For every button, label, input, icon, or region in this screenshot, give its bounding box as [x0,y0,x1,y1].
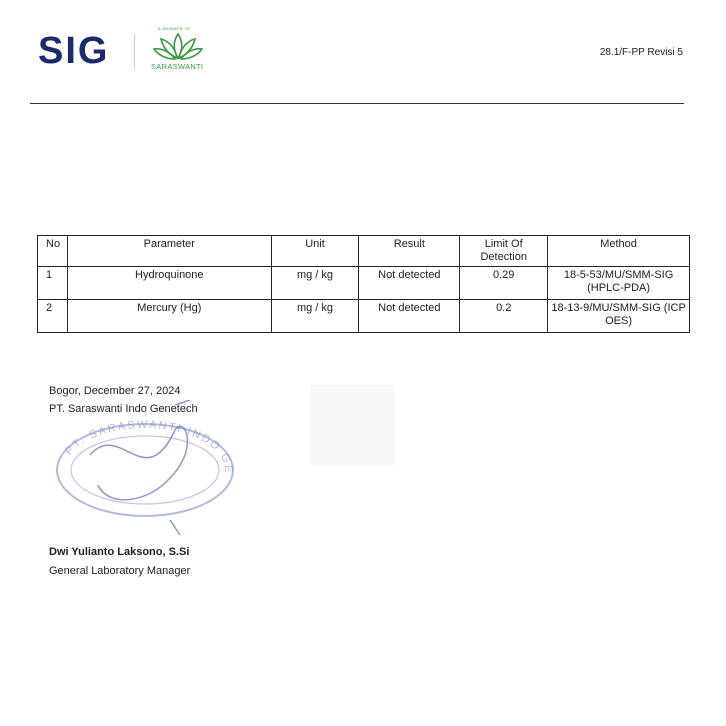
column-header: No [38,236,68,267]
table-header-row [38,236,690,267]
table-cell: 0.2 [460,300,548,333]
document-reference: 28.1/F-PP Revisi 5 [599,47,683,58]
signing-place-date: Bogor, December 27, 2024 [49,385,181,397]
lotus-leaf-icon [152,32,204,62]
column-header: Method [548,236,690,267]
saraswanti-logo [150,26,206,72]
table-cell: 1 [38,267,68,300]
faint-watermark [305,380,400,470]
table-cell: 18-13-9/MU/SMM-SIG (ICP OES) [548,300,690,333]
table-cell: Hydroquinone [67,267,271,300]
signing-company: PT. Saraswanti Indo Genetech [49,403,198,415]
table-cell: Not detected [359,300,460,333]
table-cell: 18-5-53/MU/SMM-SIG (HPLC-PDA) [548,267,690,300]
saraswanti-wordmark: SARASWANTI [151,62,204,71]
table-row [38,300,690,333]
signatory-name: Dwi Yulianto Laksono, S.Si [49,546,190,558]
svg-text:PT. SARASWANTI INDO GENETECH [50,400,234,475]
column-header: Parameter [67,236,271,267]
table-cell: mg / kg [271,300,359,333]
table-cell: 2 [38,300,68,333]
company-stamp [50,400,240,535]
table-cell: 0.29 [460,267,548,300]
header-divider [30,103,684,104]
sig-logo: SIG [38,30,110,72]
signatory-title: General Laboratory Manager [49,565,191,577]
table-cell: Not detected [359,267,460,300]
table-cell: mg / kg [271,267,359,300]
column-header: Limit Of Detection [460,236,548,267]
saraswanti-member-text: A MEMBER OF [158,26,192,31]
results-table [37,235,690,333]
column-header: Result [359,236,460,267]
stamp-text: PT. SARASWANTI INDO GE [63,418,235,475]
column-header: Unit [271,236,359,267]
table-cell: Mercury (Hg) [67,300,271,333]
table-row [38,267,690,300]
logo-separator [134,34,135,68]
